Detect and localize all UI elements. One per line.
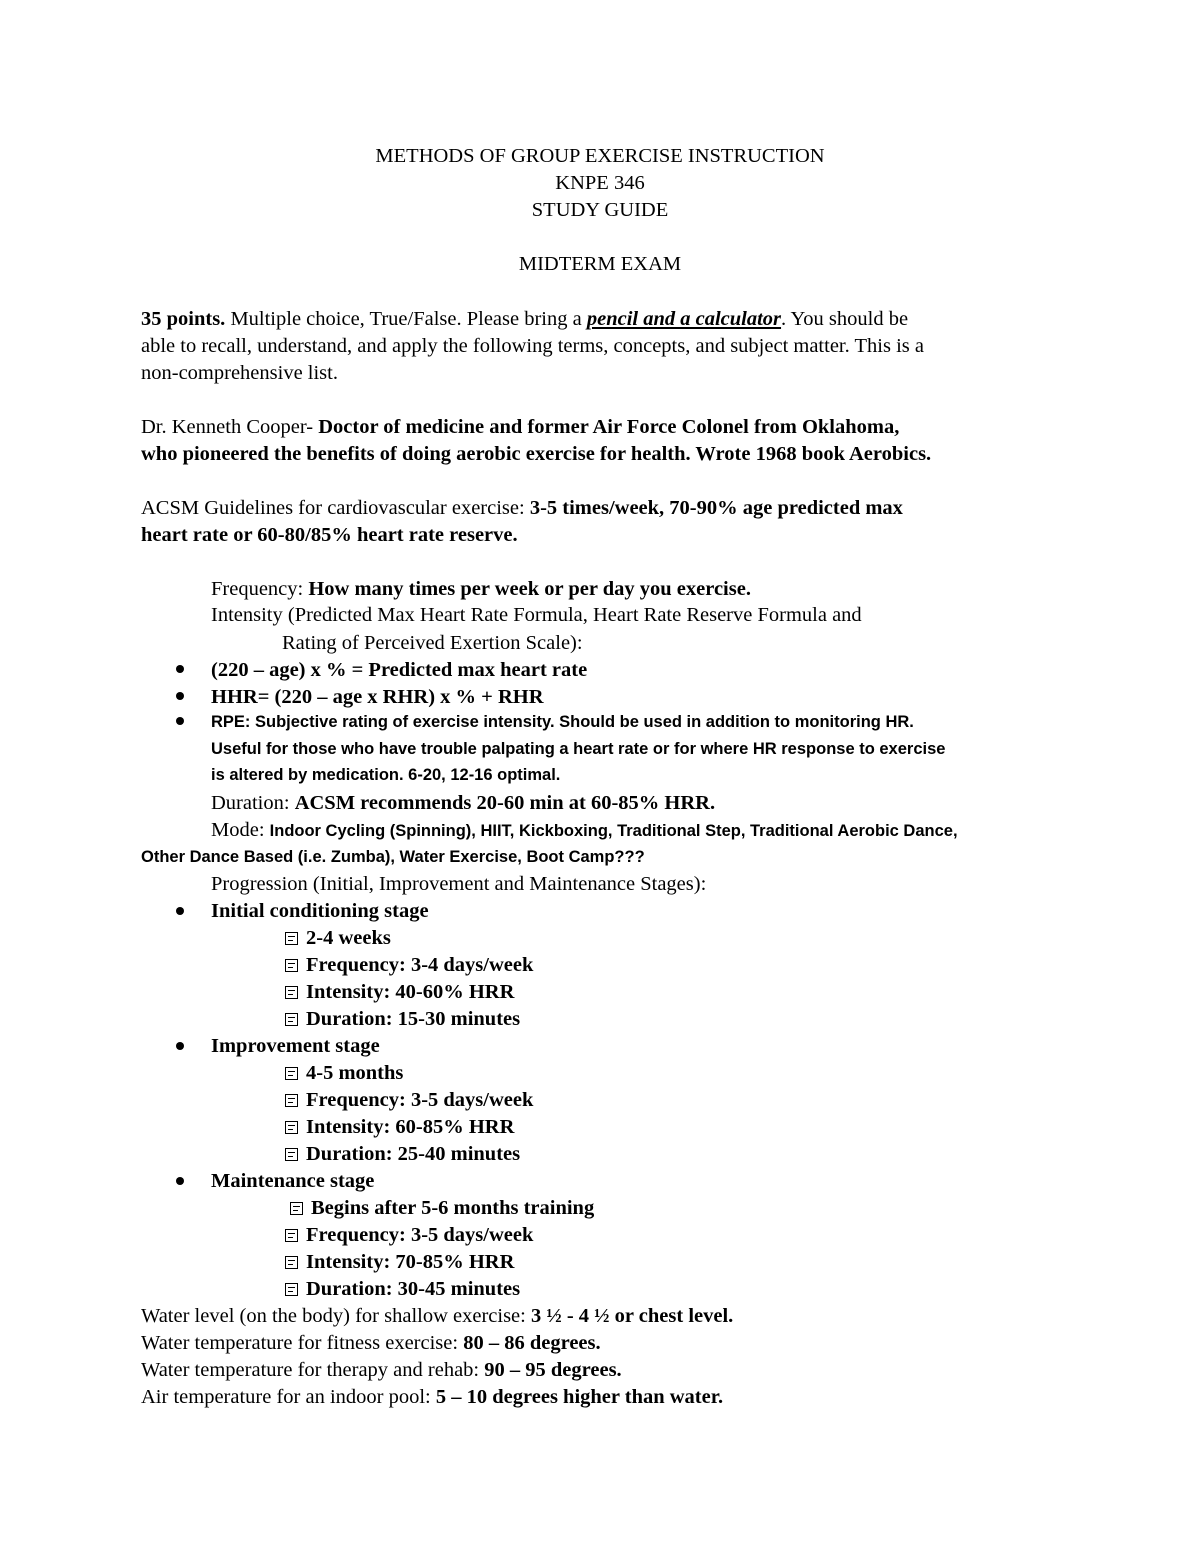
intro-text-a: Multiple choice, True/False. Please bring a (225, 308, 587, 330)
course-title: METHODS OF GROUP EXERCISE INSTRUCTION (375, 145, 825, 167)
checkbox-list-icon (285, 1013, 298, 1026)
mode-value-2: Other Dance Based (i.e. Zumba), Water Exercise, Boot Camp??? (141, 848, 645, 866)
cooper-desc-1: Doctor of medicine and former Air Force Colonel from Oklahoma, (318, 416, 900, 438)
duration-value: ACSM recommends 20-60 min at 60-85% HRR. (294, 792, 716, 814)
intro-line-3: non-comprehensive list. (141, 362, 338, 384)
checkbox-list-icon (285, 1094, 298, 1107)
mode-line (211, 820, 958, 841)
stage-item: 4-5 months (285, 1063, 403, 1084)
checkbox-list-icon (290, 1202, 303, 1215)
max-hr-formula: (220 – age) x % = Predicted max heart rate (211, 659, 588, 681)
frequency-line (211, 579, 751, 600)
frequency-label: Frequency: (211, 578, 309, 600)
fitness-temp-value: 80 – 86 degrees. (463, 1332, 601, 1354)
rpe-line-1: RPE: Subjective rating of exercise intensity. Should be used in addition to monitoring HR. (211, 713, 914, 731)
bullet-icon (176, 692, 184, 700)
checkbox-list-icon (285, 932, 298, 945)
stage-title: Improvement stage (211, 1035, 380, 1057)
stage-title: Initial conditioning stage (211, 900, 429, 922)
fitness-temp-label: Water temperature for fitness exercise: (141, 1332, 464, 1354)
bullet-icon (176, 907, 184, 915)
water-level-line (141, 1306, 733, 1327)
acsm-desc-1: 3-5 times/week, 70-90% age predicted max (529, 497, 903, 519)
bullet-icon (176, 1177, 184, 1185)
exam-title: MIDTERM EXAM (518, 253, 682, 275)
stage-item: 2-4 weeks (285, 928, 391, 949)
checkbox-list-icon (285, 986, 298, 999)
bullet-icon (176, 665, 184, 673)
rehab-temp-label: Water temperature for therapy and rehab: (141, 1359, 485, 1381)
frequency-value: How many times per week or per day you exercise. (308, 578, 751, 600)
checkbox-list-icon (285, 1121, 298, 1134)
mode-value-1: Indoor Cycling (Spinning), HIIT, Kickboxing, Traditional Step, Traditional Aerobic Dance, (269, 822, 958, 840)
stage-item: Begins after 5-6 months training (290, 1198, 594, 1219)
hrr-formula: HHR= (220 – age x RHR) x % + RHR (211, 686, 544, 708)
pencil-calculator-emphasis: pencil and a calculator (586, 308, 782, 330)
duration-line (211, 793, 715, 814)
rpe-line-2: Useful for those who have trouble palpating a heart rate or for where HR response to exercise (211, 740, 946, 758)
cooper-label: Dr. Kenneth Cooper- (141, 416, 319, 438)
course-code: KNPE 346 (555, 172, 645, 194)
points-label: 35 points. (141, 308, 226, 330)
stage-item: Intensity: 40-60% HRR (285, 982, 514, 1003)
rpe-line-3: is altered by medication. 6-20, 12-16 optimal. (211, 766, 561, 784)
checkbox-list-icon (285, 1283, 298, 1296)
rehab-temp-value: 90 – 95 degrees. (484, 1359, 622, 1381)
stage-item: Duration: 25-40 minutes (285, 1144, 520, 1165)
stage-title: Maintenance stage (211, 1170, 375, 1192)
fitness-temp-line (141, 1333, 601, 1354)
intensity-line-1: Intensity (Predicted Max Heart Rate Formula, Heart Rate Reserve Formula and (211, 604, 862, 626)
guide-title: STUDY GUIDE (531, 199, 669, 221)
water-level-label: Water level (on the body) for shallow exercise: (141, 1305, 531, 1327)
cooper-desc-2: who pioneered the benefits of doing aerobic exercise for health. Wrote 1968 book Aerobics. (141, 443, 932, 465)
air-temp-label: Air temperature for an indoor pool: (141, 1386, 436, 1408)
intro-line-2: able to recall, understand, and apply the following terms, concepts, and subject matter. This is a (141, 335, 924, 357)
mode-label: Mode: (211, 819, 270, 841)
stage-item: Frequency: 3-5 days/week (285, 1090, 533, 1111)
acsm-desc-2: heart rate or 60-80/85% heart rate reserve. (141, 524, 518, 546)
bullet-icon (176, 1042, 184, 1050)
rehab-temp-line (141, 1360, 622, 1381)
intensity-line-2: Rating of Perceived Exertion Scale): (282, 632, 583, 654)
acsm-label: ACSM Guidelines for cardiovascular exercise: (141, 497, 530, 519)
checkbox-list-icon (285, 1256, 298, 1269)
stage-item: Frequency: 3-5 days/week (285, 1225, 533, 1246)
air-temp-line (141, 1387, 723, 1408)
air-temp-value: 5 – 10 degrees higher than water. (435, 1386, 724, 1408)
duration-label: Duration: (211, 792, 295, 814)
stage-item: Intensity: 70-85% HRR (285, 1252, 514, 1273)
intro-line-1 (141, 309, 908, 330)
water-level-value: 3 ½ - 4 ½ or chest level. (530, 1305, 734, 1327)
acsm-line-1 (141, 498, 903, 519)
bullet-icon (176, 717, 184, 725)
progression-line: Progression (Initial, Improvement and Maintenance Stages): (211, 873, 707, 895)
checkbox-list-icon (285, 1067, 298, 1080)
checkbox-list-icon (285, 1229, 298, 1242)
stage-item: Duration: 15-30 minutes (285, 1009, 520, 1030)
intro-text-b: . You should be (781, 308, 909, 330)
stage-item: Intensity: 60-85% HRR (285, 1117, 514, 1138)
checkbox-list-icon (285, 1148, 298, 1161)
checkbox-list-icon (285, 959, 298, 972)
stage-item: Duration: 30-45 minutes (285, 1279, 520, 1300)
stage-item: Frequency: 3-4 days/week (285, 955, 533, 976)
cooper-line-1 (141, 417, 899, 438)
